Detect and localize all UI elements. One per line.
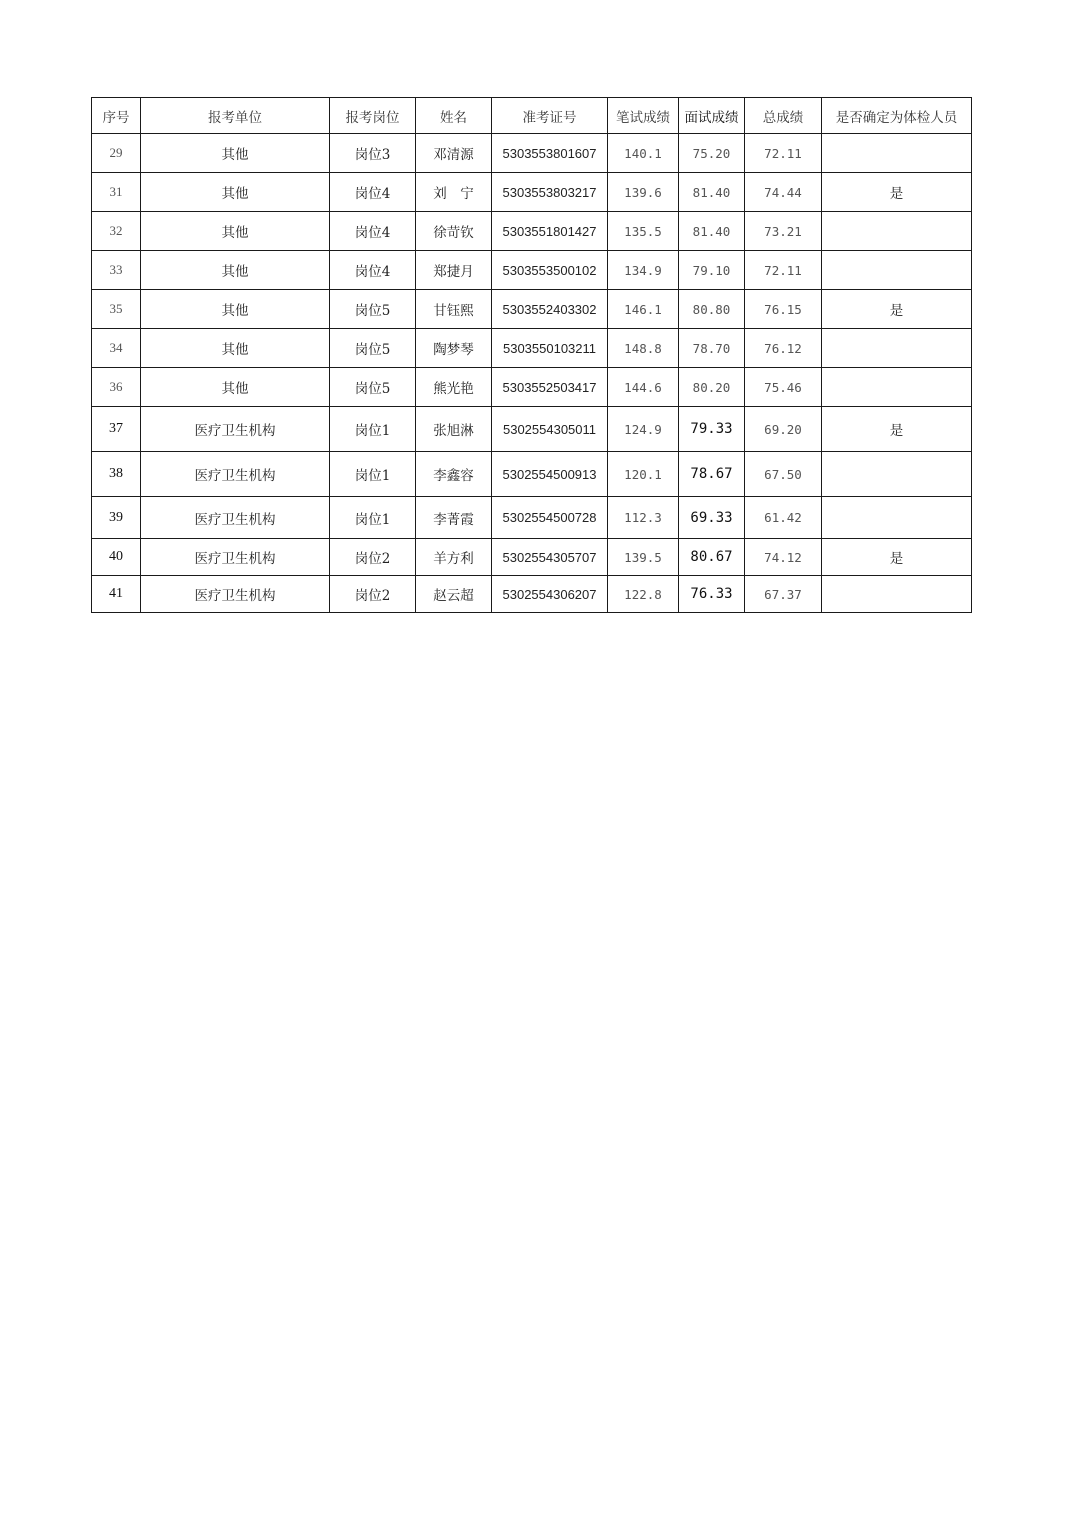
cell-name: 赵云超 [416, 576, 492, 613]
cell-seq: 37 [92, 407, 141, 452]
header-row [92, 98, 972, 134]
table-row [92, 134, 972, 173]
cell-written: 144.6 [608, 368, 679, 407]
cell-total: 76.15 [745, 290, 822, 329]
cell-ticket: 5303550103211 [492, 329, 608, 368]
table-row [92, 539, 972, 576]
cell-name: 张旭淋 [416, 407, 492, 452]
header-post: 报考岗位 [330, 98, 416, 134]
cell-exam [822, 576, 972, 613]
cell-ticket: 5303551801427 [492, 212, 608, 251]
cell-post: 岗位4 [330, 251, 416, 290]
header-total: 总成绩 [745, 98, 822, 134]
cell-exam: 是 [822, 173, 972, 212]
cell-name: 陶梦琴 [416, 329, 492, 368]
cell-interview: 79.33 [679, 407, 745, 452]
cell-ticket: 5303553801607 [492, 134, 608, 173]
cell-written: 146.1 [608, 290, 679, 329]
cell-interview: 76.33 [679, 576, 745, 613]
table-header [92, 98, 972, 134]
cell-seq: 39 [92, 497, 141, 539]
cell-written: 139.5 [608, 539, 679, 576]
cell-written: 122.8 [608, 576, 679, 613]
cell-seq: 32 [92, 212, 141, 251]
cell-written: 120.1 [608, 452, 679, 497]
cell-name: 李菁霞 [416, 497, 492, 539]
cell-exam: 是 [822, 290, 972, 329]
cell-unit: 其他 [141, 173, 330, 212]
cell-exam [822, 212, 972, 251]
table-row [92, 329, 972, 368]
cell-name: 李鑫容 [416, 452, 492, 497]
cell-interview: 80.80 [679, 290, 745, 329]
cell-name: 熊光艳 [416, 368, 492, 407]
cell-unit: 医疗卫生机构 [141, 497, 330, 539]
table-row [92, 173, 972, 212]
cell-exam [822, 368, 972, 407]
cell-name: 徐苛钦 [416, 212, 492, 251]
cell-written: 140.1 [608, 134, 679, 173]
cell-interview: 78.70 [679, 329, 745, 368]
cell-seq: 34 [92, 329, 141, 368]
cell-written: 135.5 [608, 212, 679, 251]
cell-post: 岗位1 [330, 452, 416, 497]
cell-unit: 其他 [141, 290, 330, 329]
results-sheet [91, 97, 971, 613]
cell-ticket: 5302554305707 [492, 539, 608, 576]
cell-unit: 医疗卫生机构 [141, 576, 330, 613]
cell-total: 67.50 [745, 452, 822, 497]
cell-exam [822, 497, 972, 539]
header-written: 笔试成绩 [608, 98, 679, 134]
cell-interview: 75.20 [679, 134, 745, 173]
cell-post: 岗位1 [330, 497, 416, 539]
cell-name: 刘 宁 [416, 173, 492, 212]
table-row [92, 251, 972, 290]
cell-unit: 其他 [141, 329, 330, 368]
table-row [92, 452, 972, 497]
table-row [92, 368, 972, 407]
cell-post: 岗位1 [330, 407, 416, 452]
cell-unit: 其他 [141, 251, 330, 290]
cell-ticket: 5303553803217 [492, 173, 608, 212]
cell-seq: 33 [92, 251, 141, 290]
cell-total: 61.42 [745, 497, 822, 539]
cell-unit: 医疗卫生机构 [141, 452, 330, 497]
cell-post: 岗位5 [330, 290, 416, 329]
cell-name: 郑捷月 [416, 251, 492, 290]
cell-unit: 其他 [141, 212, 330, 251]
cell-interview: 80.20 [679, 368, 745, 407]
cell-seq: 35 [92, 290, 141, 329]
cell-exam [822, 452, 972, 497]
cell-written: 134.9 [608, 251, 679, 290]
cell-written: 139.6 [608, 173, 679, 212]
cell-interview: 81.40 [679, 212, 745, 251]
cell-seq: 38 [92, 452, 141, 497]
cell-ticket: 5303552503417 [492, 368, 608, 407]
cell-ticket: 5302554305011 [492, 407, 608, 452]
cell-seq: 36 [92, 368, 141, 407]
table-body [92, 134, 972, 613]
cell-unit: 其他 [141, 134, 330, 173]
cell-interview: 69.33 [679, 497, 745, 539]
cell-total: 74.12 [745, 539, 822, 576]
cell-total: 72.11 [745, 134, 822, 173]
cell-total: 75.46 [745, 368, 822, 407]
cell-post: 岗位2 [330, 539, 416, 576]
cell-seq: 41 [92, 576, 141, 613]
table-row [92, 576, 972, 613]
cell-exam [822, 134, 972, 173]
cell-ticket: 5303552403302 [492, 290, 608, 329]
cell-seq: 40 [92, 539, 141, 576]
cell-total: 74.44 [745, 173, 822, 212]
results-table [91, 97, 972, 613]
cell-seq: 31 [92, 173, 141, 212]
cell-exam: 是 [822, 539, 972, 576]
header-ticket: 准考证号 [492, 98, 608, 134]
cell-written: 112.3 [608, 497, 679, 539]
cell-interview: 78.67 [679, 452, 745, 497]
cell-total: 69.20 [745, 407, 822, 452]
cell-interview: 80.67 [679, 539, 745, 576]
cell-seq: 29 [92, 134, 141, 173]
cell-ticket: 5302554500913 [492, 452, 608, 497]
table-row [92, 407, 972, 452]
cell-exam: 是 [822, 407, 972, 452]
cell-ticket: 5303553500102 [492, 251, 608, 290]
cell-post: 岗位4 [330, 212, 416, 251]
header-exam: 是否确定为体检人员 [822, 98, 972, 134]
cell-ticket: 5302554500728 [492, 497, 608, 539]
cell-unit: 其他 [141, 368, 330, 407]
cell-post: 岗位5 [330, 368, 416, 407]
table-row [92, 497, 972, 539]
header-unit: 报考单位 [141, 98, 330, 134]
cell-name: 甘钰熙 [416, 290, 492, 329]
cell-post: 岗位2 [330, 576, 416, 613]
header-name: 姓名 [416, 98, 492, 134]
cell-interview: 81.40 [679, 173, 745, 212]
cell-total: 72.11 [745, 251, 822, 290]
table-row [92, 212, 972, 251]
cell-ticket: 5302554306207 [492, 576, 608, 613]
cell-written: 124.9 [608, 407, 679, 452]
cell-exam [822, 251, 972, 290]
header-interview: 面试成绩 [679, 98, 745, 134]
cell-post: 岗位5 [330, 329, 416, 368]
cell-exam [822, 329, 972, 368]
cell-post: 岗位3 [330, 134, 416, 173]
cell-unit: 医疗卫生机构 [141, 539, 330, 576]
cell-interview: 79.10 [679, 251, 745, 290]
cell-unit: 医疗卫生机构 [141, 407, 330, 452]
cell-written: 148.8 [608, 329, 679, 368]
cell-total: 73.21 [745, 212, 822, 251]
header-seq: 序号 [92, 98, 141, 134]
table-row [92, 290, 972, 329]
cell-post: 岗位4 [330, 173, 416, 212]
cell-total: 67.37 [745, 576, 822, 613]
cell-name: 邓清源 [416, 134, 492, 173]
cell-total: 76.12 [745, 329, 822, 368]
cell-name: 羊方利 [416, 539, 492, 576]
